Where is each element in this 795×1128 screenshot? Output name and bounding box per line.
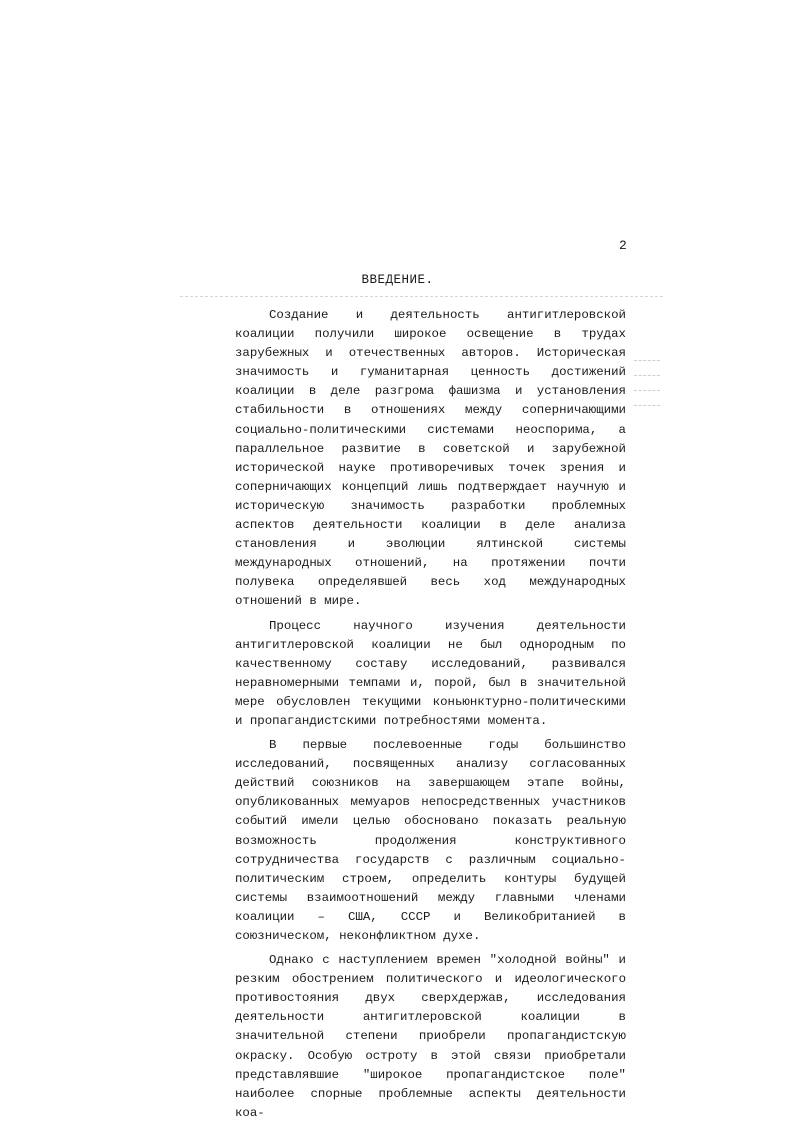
body-text: [235, 306, 626, 1128]
section-heading: ВВЕДЕНИЕ.: [361, 273, 434, 287]
scan-artifact-rule: [180, 296, 663, 297]
paragraph: Процесс научного изучения деятельности антигитлеровской коалиции не был однородным по качественному составу исследований, развивался неравномерными темпами и, порой, был в значительной мере обусловлен текущими коньюнктурно-политическими и пропагандистскими потребностями момента.: [235, 618, 626, 728]
paragraph: Создание и деятельность антигитлеровской коалиции получили широкое освещение в трудах зарубежных и отечественных авторов. Историческая значимость и гуманитарная ценность достижений коалиции в деле разгрома фашизма и установления стабильности в отношениях между соперничающими социально-политическими системами неоспорима, а параллельное развитие в советской и зарубежной исторической науке противоречивых точек зрения и соперничающих концепций лишь подтверждает научную и историческую значимость разработки проблемных аспектов деятельности коалиции в деле анализа становления и эволюции ялтинской системы международных отношений, на протяжении почти полувека определявшей весь ход международных отношений в мире.: [235, 308, 626, 609]
paragraph: Однако с наступлением времен "холодной войны" и резким обострением политического и идеологического противостояния двух сверхдержав, исследования деятельности антигитлеровской коалиции в значительной степени приобрели пропагандистскую окраску. Особую остроту в этой связи приобретали представлявшие "широкое пропагандистское поле" наиболее спорные проблемные аспекты деятельности коа-: [235, 953, 626, 1120]
page-number: 2: [619, 238, 627, 253]
paragraph: В первые послевоенные годы большинство исследований, посвященных анализу согласованных действий союзников на завершающем этапе войны, опубликованных мемуаров непосредственных участников событий имели целью обосновано показать реальную возможность продолжения конструктивного сотрудничества государств с различным социально-политическим строем, определить контуры будущей системы взаимоотношений между главными членами коалиции – США, СССР и Великобританией в союзническом, неконфликтном духе.: [235, 738, 626, 943]
scan-artifact-marks: [634, 360, 660, 440]
